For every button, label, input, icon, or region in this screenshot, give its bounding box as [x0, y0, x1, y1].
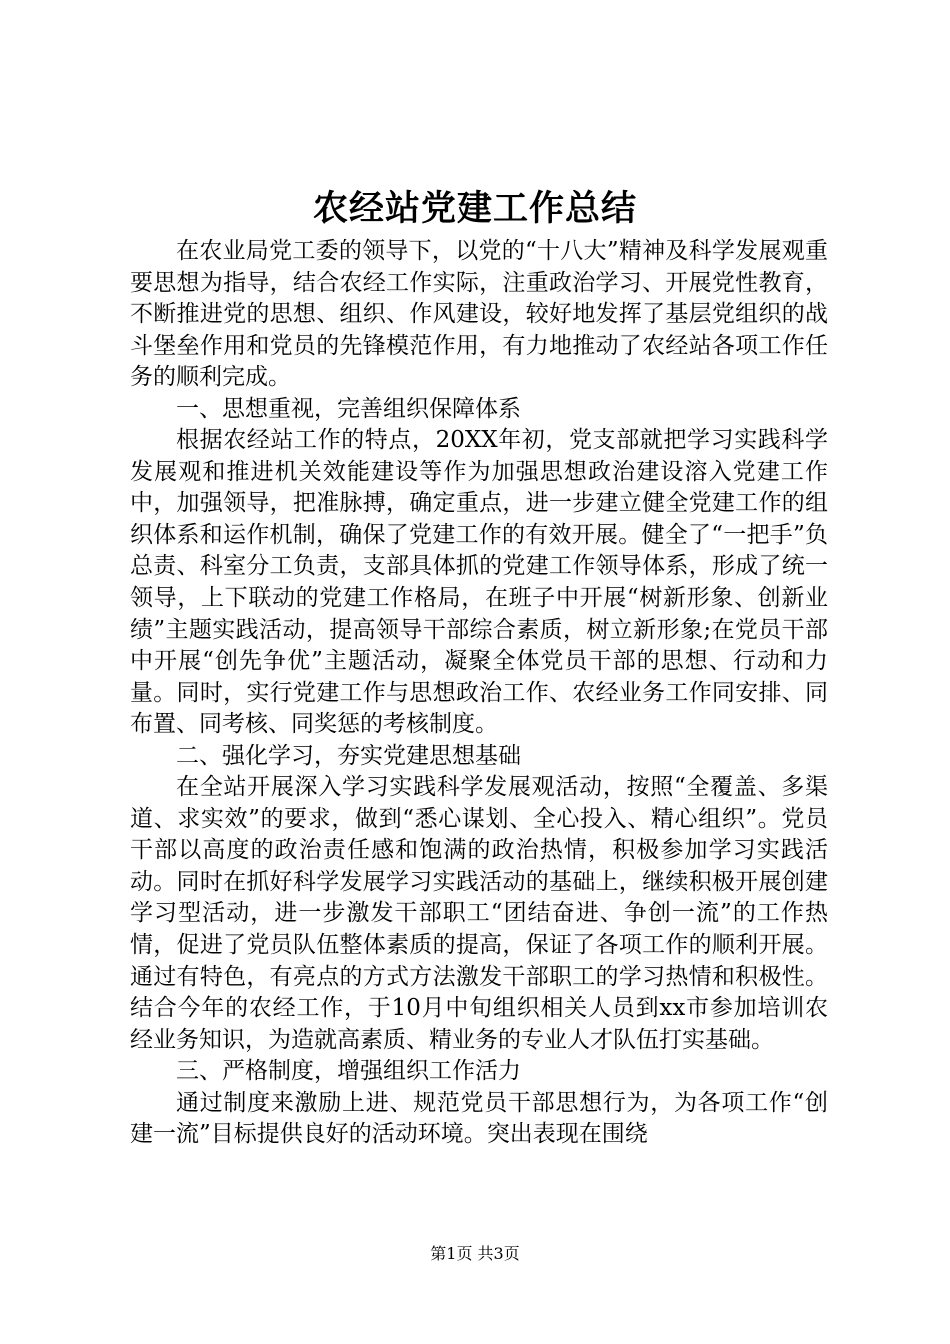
intro-paragraph: 在农业局党工委的领导下，以党的“十八大”精神及科学发展观重要思想为指导，结合农经工作实际，注重政治学习、开展党性教育，不断推进党的思想、组织、作风建设，较好地发挥了基层党组织的战斗堡垒作用和党员的先锋模范作用，有力地推动了农经站各项工作任务的顺利完成。: [130, 238, 828, 391]
body-paragraph: 根据农经站工作的特点，20XX年初，党支部就把学习实践科学发展观和推进机关效能建设等作为加强思想政治建设溶入党建工作中，加强领导，把准脉搏，确定重点，进一步建立健全党建工作的组织体系和运作机制，确保了党建工作的有效开展。健全了“一把手”负总责、科室分工负责，支部具体抓的党建工作领导体系，形成了统一领导，上下联动的党建工作格局，在班子中开展“树新形象、创新业绩”主题实践活动，提高领导干部综合素质，树立新形象;在党员干部中开展“创先争优”主题活动，凝聚全体党员干部的思想、行动和力量。同时，实行党建工作与思想政治工作、农经业务工作同安排、同布置、同考核、同奖惩的考核制度。: [130, 427, 828, 738]
section-heading: 一、思想重视，完善组织保障体系: [176, 395, 521, 422]
body-paragraph: 在全站开展深入学习实践科学发展观活动，按照“全覆盖、多渠道、求实效”的要求，做到“悉心谋划、全心投入、精心组织”。党员干部以高度的政治责任感和饱满的政治热情，积极参加学习实践活动。同时在抓好科学发展学习实践活动的基础上，继续积极开展创建学习型活动，进一步激发干部职工“团结奋进、争创一流”的工作热情，促进了党员队伍整体素质的提高，保证了各项工作的顺利开展。通过有特色，有亮点的方式方法激发干部职工的学习热情和积极性。结合今年的农经工作，于10月中旬组织相关人员到xx市参加培训农经业务知识，为造就高素质、精业务的专业人才队伍打实基础。: [130, 774, 828, 1053]
page-number: 第1页 共3页: [430, 1244, 520, 1263]
body-paragraph: 通过制度来激励上进、规范党员干部思想行为，为各项工作“创建一流”目标提供良好的活动环境。突出表现在围绕: [130, 1089, 828, 1148]
page-footer: [0, 1243, 950, 1265]
document-title: 农经站党建工作总结: [312, 188, 637, 229]
document-body: [130, 236, 828, 1151]
section-heading: 二、强化学习，夯实党建思想基础: [176, 742, 521, 769]
section-heading: 三、严格制度，增强组织工作活力: [176, 1058, 521, 1085]
